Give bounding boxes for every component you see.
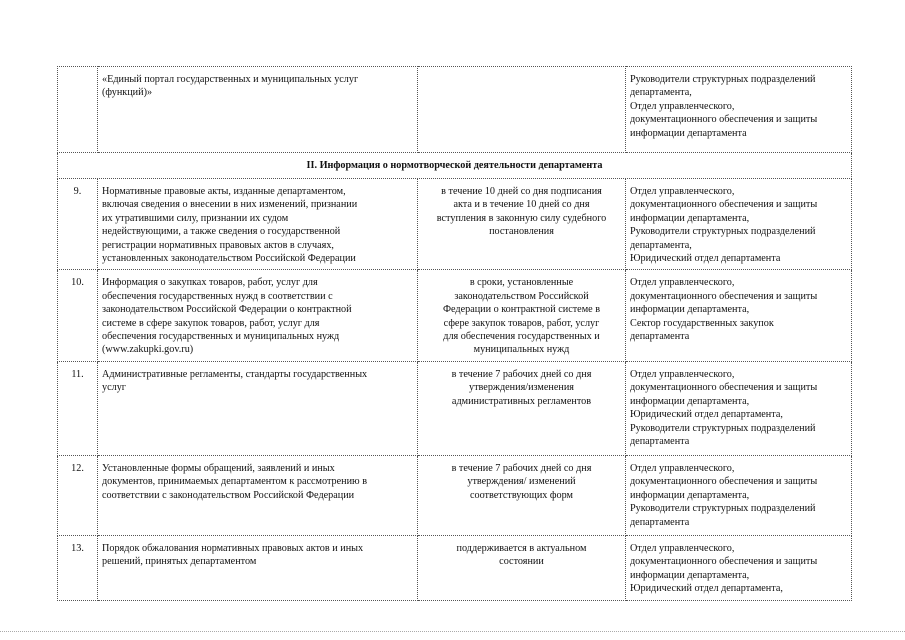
row-term: в течение 7 рабочих дней со дня утверждения/ изменений соответствующих форм <box>418 455 626 535</box>
row-number <box>58 67 98 153</box>
row-term: в течение 10 дней со дня подписания акта и в течение 10 дней со дня вступления в законную силу судебного постановления <box>418 179 626 270</box>
row-description: Нормативные правовые акты, изданные департаментом, включая сведения о внесении в них изменений, признании их утратившими силу, признании их судом недействующими, а также сведения о государственной регистрации нормативных правовых актов в случаях, установленных законодательством Российской Федерации <box>98 179 418 270</box>
row-responsible: Отдел управленческого, документационного обеспечения и защиты информации департамента, Юридический отдел департамента, <box>626 535 852 600</box>
row-description: «Единый портал государственных и муниципальных услуг (функций)» <box>98 67 418 153</box>
row-description: Информация о закупках товаров, работ, услуг для обеспечения государственных нужд в соответствии с законодательством Российской Федерации о контрактной системе в сфере закупок товаров, работ, услуг для обеспечения государственных и муниципальных нужд (www.zakupki.gov.ru) <box>98 270 418 361</box>
row-number: 13. <box>58 535 98 600</box>
row-responsible: Отдел управленческого, документационного обеспечения и защиты информации департамента, Сектор государственных закупок департамента <box>626 270 852 361</box>
row-responsible: Отдел управленческого, документационного обеспечения и защиты информации департамента, Юридический отдел департамента, Руководители структурных подразделений департамента <box>626 361 852 455</box>
table-row <box>58 179 852 270</box>
row-number: 11. <box>58 361 98 455</box>
information-table <box>57 66 852 601</box>
table-row <box>58 535 852 600</box>
table-row <box>58 455 852 535</box>
section-title: II. Информация о нормотворческой деятельности департамента <box>58 153 852 179</box>
row-term: в сроки, установленные законодательством Российской Федерации о контрактной системе в сфере закупок товаров, работ, услуг для обеспечения государственных и муниципальных нужд <box>418 270 626 361</box>
table-row <box>58 67 852 153</box>
row-responsible: Отдел управленческого, документационного обеспечения и защиты информации департамента, Руководители структурных подразделений департамента, Юридический отдел департамента <box>626 179 852 270</box>
row-responsible: Руководители структурных подразделений департамента, Отдел управленческого, документационного обеспечения и защиты информации департамента <box>626 67 852 153</box>
row-number: 12. <box>58 455 98 535</box>
table-row <box>58 270 852 361</box>
row-description: Установленные формы обращений, заявлений и иных документов, принимаемых департаментом к рассмотрению в соответствии с законодательством Российской Федерации <box>98 455 418 535</box>
row-term: поддерживается в актуальном состоянии <box>418 535 626 600</box>
row-term: в течение 7 рабочих дней со дня утверждения/изменения административных регламентов <box>418 361 626 455</box>
table-row <box>58 361 852 455</box>
row-responsible: Отдел управленческого, документационного обеспечения и защиты информации департамента, Руководители структурных подразделений департамента <box>626 455 852 535</box>
row-number: 9. <box>58 179 98 270</box>
page-bottom-rule <box>0 631 905 632</box>
section-header-row <box>58 153 852 179</box>
row-description: Административные регламенты, стандарты государственных услуг <box>98 361 418 455</box>
row-description: Порядок обжалования нормативных правовых актов и иных решений, принятых департаментом <box>98 535 418 600</box>
row-term <box>418 67 626 153</box>
row-number: 10. <box>58 270 98 361</box>
